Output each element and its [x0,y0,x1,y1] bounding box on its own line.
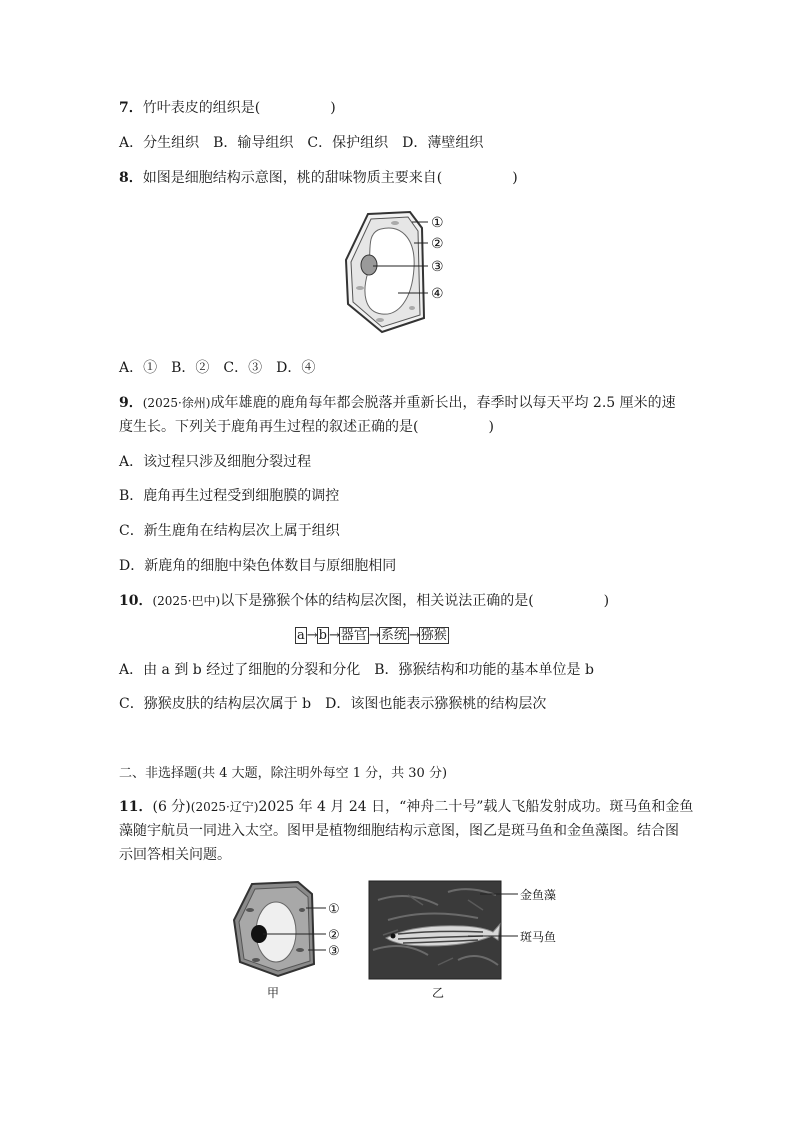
label-hornwort: 金鱼藻 [520,888,557,902]
question-source: (2025·辽宁) [190,800,259,814]
question-number: 10． [119,593,153,609]
question-9-option-b: B．鹿角再生过程受到细胞膜的调控 [119,488,340,504]
question-source: (2025·徐州) [142,396,211,410]
question-9-option-d: D．新鹿角的细胞中染色体数目与原细胞相同 [119,558,397,574]
chain-arrow: → [306,628,317,643]
chain-node-system: 系统 [380,628,407,643]
figure-caption-yi: 乙 [432,986,445,1000]
question-10-options-line-2: C．猕猴皮肤的结构层次属于 b D．该图也能表示猕猴桃的结构层次 [119,696,547,712]
chloroplast [252,958,260,962]
question-number: 9． [119,395,143,411]
figure-caption-jia: 甲 [267,986,280,1000]
question-number: 8． [119,170,143,186]
chain-arrow: → [408,628,419,643]
question-9-option-a: A．该过程只涉及细胞分裂过程 [119,454,312,470]
label-zebrafish: 斑马鱼 [520,930,557,944]
question-11-line-1 [119,797,693,817]
chloroplast [391,221,399,225]
question-8-options: A．① B．② C．③ D．④ [119,360,316,376]
question-11-line-3: 示回答相关问题。 [119,847,231,863]
question-text: 2025 年 4 月 24 日，“神舟二十号”载人飞船发射成功。斑马鱼和金鱼 [258,799,694,815]
question-11-line-2: 藻随宇航员一同进入太空。图甲是植物细胞结构示意图，图乙是斑马鱼和金鱼藻图。结合图 [119,823,679,839]
nucleus [361,255,377,275]
plant-cell-figure [230,880,360,980]
structure-level-chain [295,624,449,643]
label-1: ① [328,902,340,917]
chain-node-organ: 器官 [340,628,367,643]
section-heading: 二、非选择题(共 4 大题，除注明外每空 1 分，共 30 分) [119,766,448,781]
chloroplast [409,306,415,310]
chain-node-a: a [297,628,305,643]
question-9-stem-line-1 [119,393,676,413]
chloroplast [376,318,384,322]
chain-node-monkey: 猕猴 [420,628,447,643]
label-2: ② [328,928,340,943]
label-3: ③ [431,259,444,275]
question-source: (2025·巴中) [152,594,221,608]
question-9-option-c: C．新生鹿角在结构层次上属于组织 [119,523,340,539]
chloroplast [296,948,304,952]
question-number: 11． [119,799,153,815]
label-3: ③ [328,944,340,959]
cell-structure-figure [340,208,460,336]
question-text: 如图是细胞结构示意图，桃的甜味物质主要来自( ) [142,170,518,186]
question-text: 以下是猕猴个体的结构层次图，相关说法正确的是( ) [220,593,610,609]
question-10-options-line-1: A．由 a 到 b 经过了细胞的分裂和分化 B．猕猴结构和功能的基本单位是 b [119,662,594,678]
question-9-stem-line-2: 度生长。下列关于鹿角再生过程的叙述正确的是( ) [119,419,494,435]
chain-node-b: b [318,628,327,643]
question-score: (6 分) [152,799,191,815]
chloroplast [356,286,364,290]
question-7-options: A．分生组织 B．输导组织 C．保护组织 D．薄壁组织 [119,135,484,151]
zebrafish-eye [391,934,396,939]
chain-arrow: → [329,628,339,643]
chloroplast [299,908,305,912]
question-text: 成年雄鹿的鹿角每年都会脱落并重新长出，春季时以每天平均 2.5 厘米的速 [210,395,676,411]
chloroplast [246,908,254,912]
question-number: 7． [119,100,143,116]
question-8-stem [119,168,518,188]
label-2: ② [431,236,444,252]
label-1: ① [431,215,444,231]
zebrafish-hornwort-photo [368,880,568,980]
question-7-stem [119,98,336,118]
label-4: ④ [431,286,444,302]
question-text: 竹叶表皮的组织是( ) [142,100,336,116]
chain-arrow: → [368,628,379,643]
question-10-stem [119,591,609,611]
